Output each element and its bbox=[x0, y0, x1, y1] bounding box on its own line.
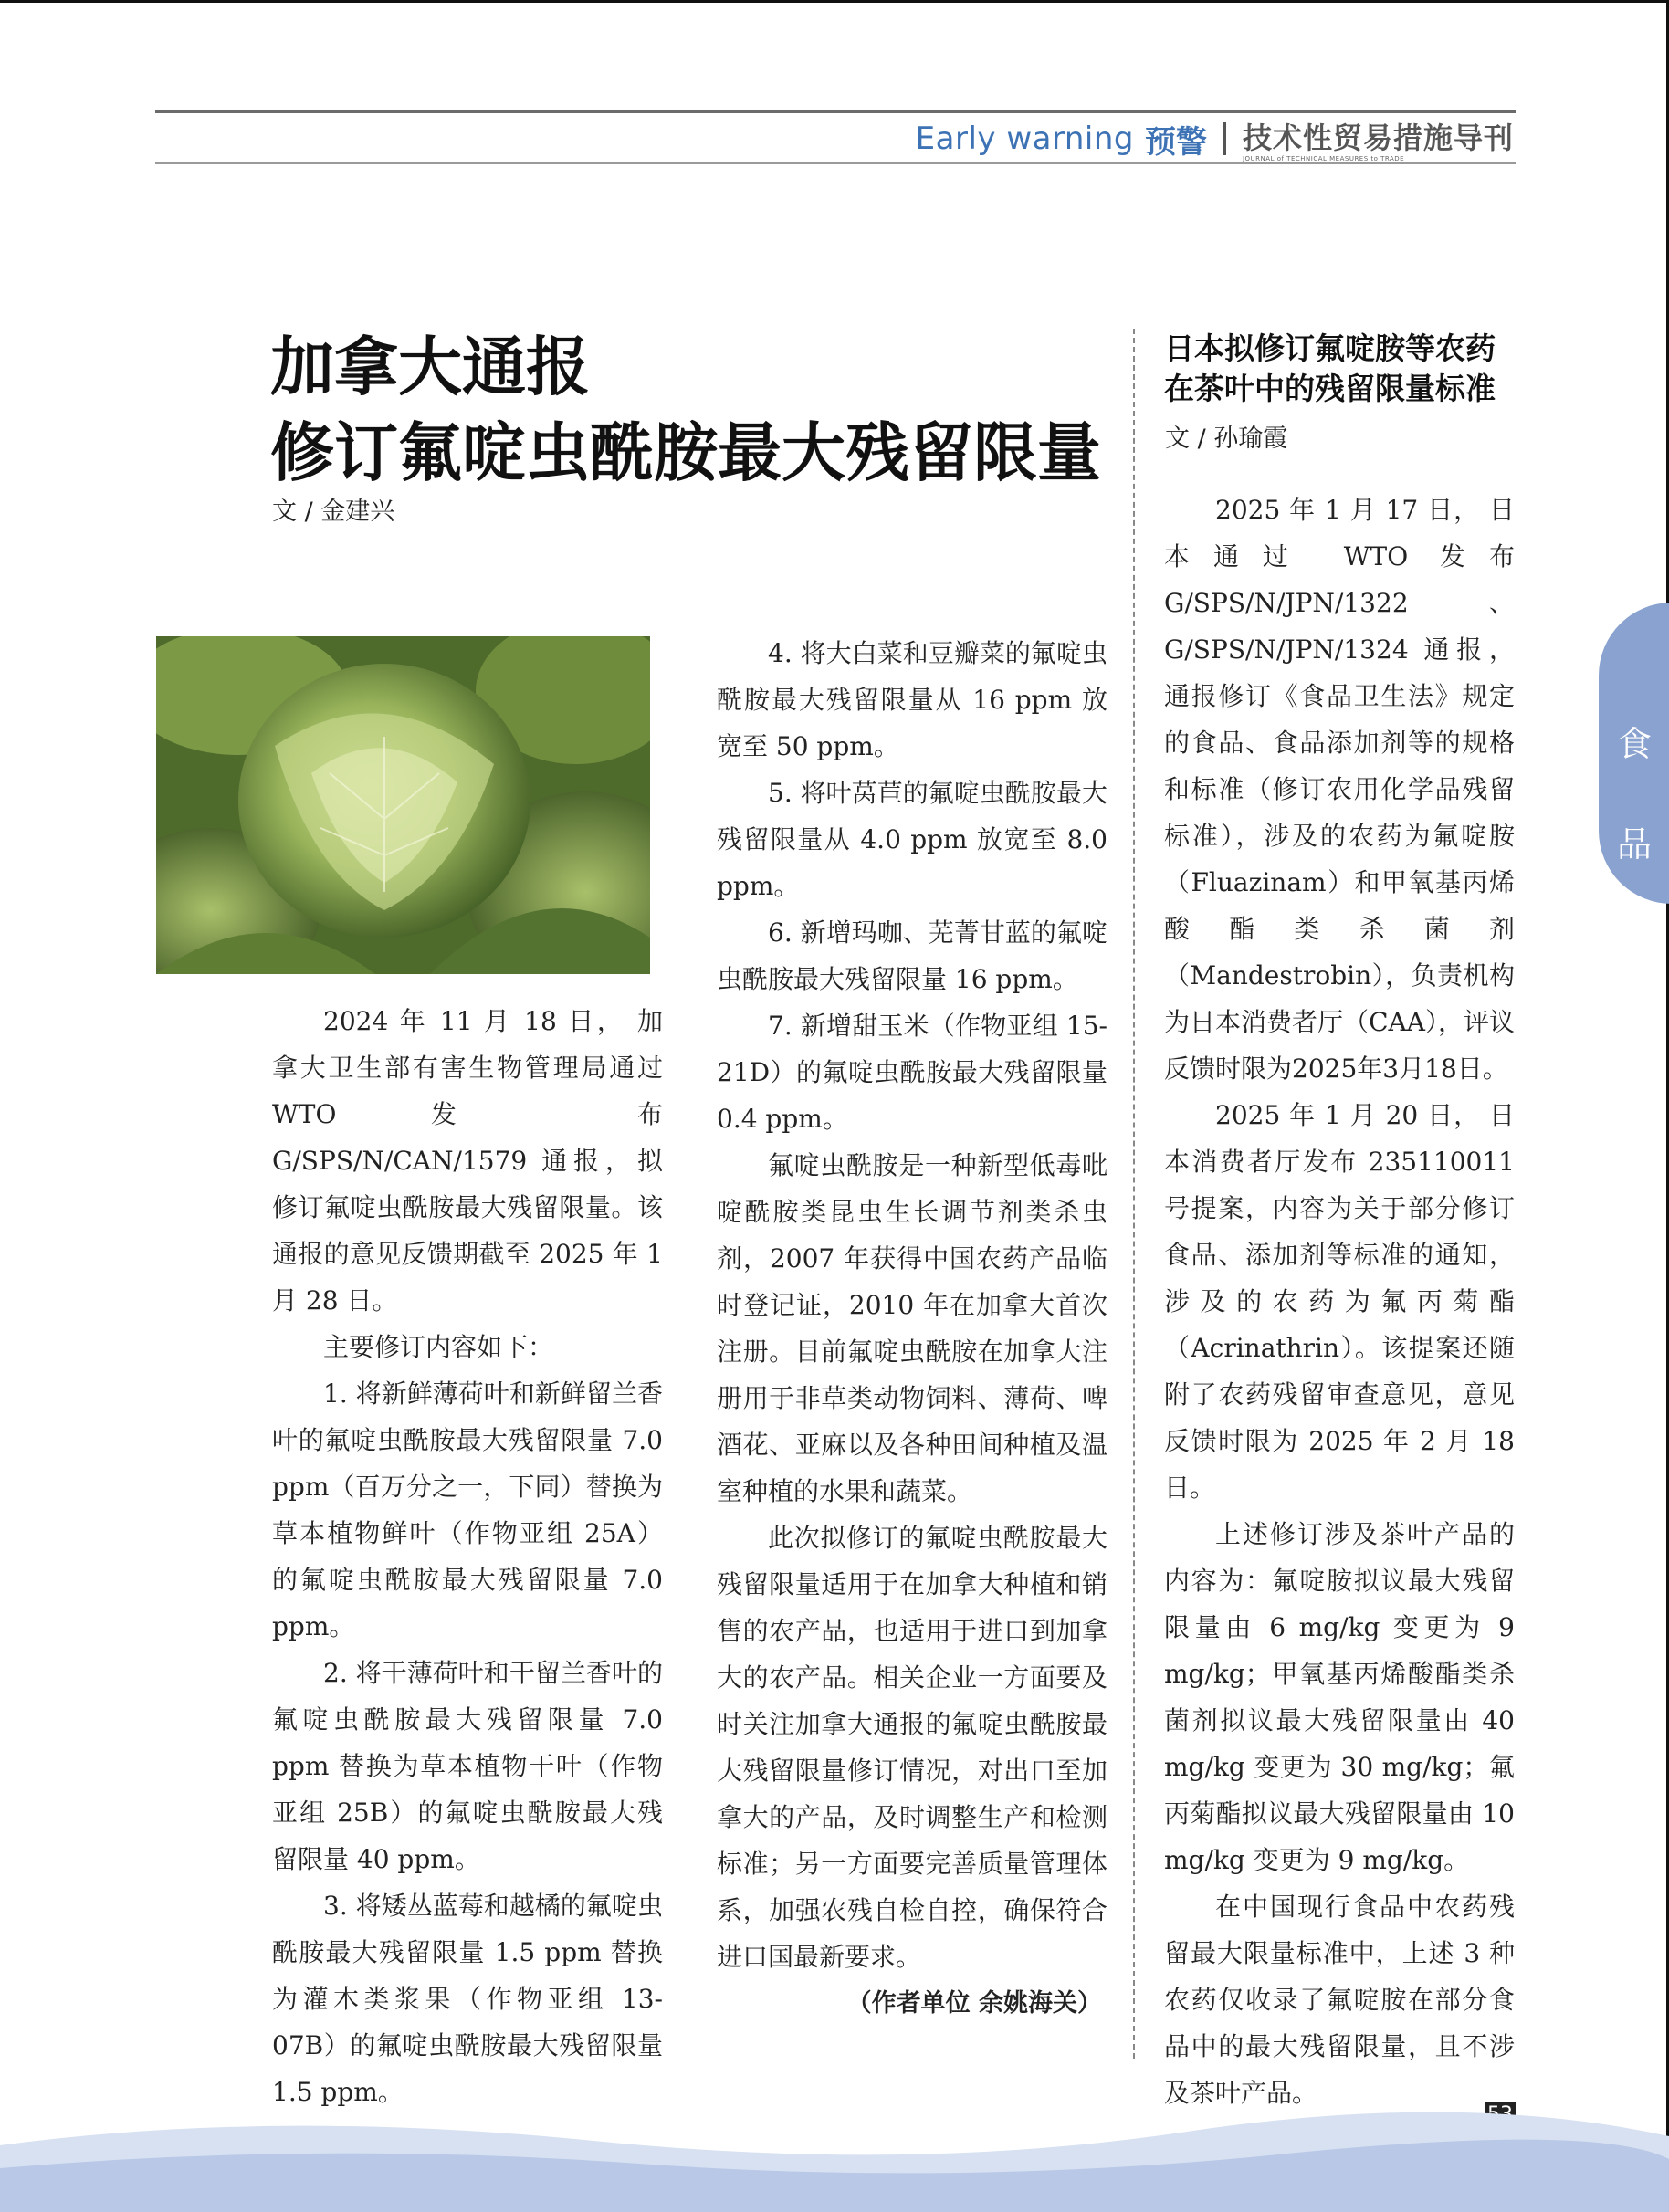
article-column-1 bbox=[272, 998, 663, 2115]
side-article-title-line2: 在茶叶中的残留限量标准 bbox=[1164, 371, 1496, 406]
column-divider bbox=[1133, 329, 1135, 2059]
journal-title: 技术性贸易措施导刊 bbox=[1242, 121, 1514, 155]
paragraph: 上述修订涉及茶叶产品的内容为：氟啶胺拟议最大残留限量由 6 mg/kg 变更为 9 mg/kg；甲氧基丙烯酸酯类杀菌剂拟议最大残留限量由 40 mg/kg 变更为 30 mg/kg；氟丙菊酯拟议最大残留限量由 10 mg/kg 变更为 9 mg/kg。 bbox=[1164, 1519, 1515, 1875]
paragraph: 2025 年 1 月 17 日， 日本通过 WTO 发布 G/SPS/N/JPN/1322、G/SPS/N/JPN/1324 通报，通报修订《食品卫生法》规定的食品、食品添加剂等的规格和标准（修订农用化学品残留标准），涉及的农药为氟啶胺（Fluazinam）和甲氧基丙烯酸酯类杀菌剂（Mandestrobin），负责机构为日本消费者厅（CAA），评议反馈时限为2025年3月18日。 bbox=[1164, 495, 1515, 1084]
paragraph: 2. 将干薄荷叶和干留兰香叶的氟啶虫酰胺最大残留限量 7.0 ppm 替换为草本植物干叶（作物亚组 25B）的氟啶虫酰胺最大残留限量 40 ppm。 bbox=[272, 1658, 663, 1874]
journal-subtitle: JOURNAL of TECHNICAL MEASURES to TRADE bbox=[1242, 155, 1405, 162]
paragraph: 4. 将大白菜和豆瓣菜的氟啶虫酰胺最大残留限量从 16 ppm 放宽至 50 ppm。 bbox=[717, 638, 1107, 761]
paragraph: 6. 新增玛咖、芜菁甘蓝的氟啶虫酰胺最大残留限量 16 ppm。 bbox=[717, 917, 1107, 994]
section-tab-char: 品 bbox=[1616, 824, 1652, 865]
side-article-title-line1: 日本拟修订氟啶胺等农药 bbox=[1164, 330, 1496, 366]
section-label-cn: 预警 bbox=[1144, 123, 1207, 161]
paragraph: 主要修订内容如下： bbox=[323, 1332, 554, 1362]
author-affiliation: （作者单位 余姚海关） bbox=[846, 1989, 1102, 2018]
header-separator bbox=[1223, 122, 1226, 155]
article-column-2 bbox=[717, 630, 1107, 2027]
side-article-byline: 文 / 孙瑜霞 bbox=[1165, 425, 1288, 453]
paragraph: 氟啶虫酰胺是一种新型低毒吡啶酰胺类昆虫生长调节剂类杀虫剂，2007 年获得中国农药产品临时登记证，2010 年在加拿大首次注册。目前氟啶虫酰胺在加拿大注册用于非草类动物饲料、薄荷、啤酒花、亚麻以及各种田间种植及温室种植的水果和蔬菜。 bbox=[717, 1150, 1107, 1506]
article-title-line2: 修订氟啶虫酰胺最大残留限量 bbox=[270, 415, 1101, 490]
side-article-column bbox=[1164, 487, 1515, 2163]
article-byline: 文 / 金建兴 bbox=[272, 498, 395, 526]
paragraph: 2025 年 1 月 20 日， 日本消费者厅发布 235110011 号提案，内容为关于部分修订食品、添加剂等标准的通知，涉及的农药为氟丙菊酯（Acrinathrin）。该提案还随附了农药残留审查意见，意见反馈时限为 2025 年 2 月 18 日。 bbox=[1164, 1100, 1515, 1503]
paragraph: 此次拟修订的氟啶虫酰胺最大残留限量适用于在加拿大种植和销售的农产品，也适用于进口到加拿大的农产品。相关企业一方面要及时关注加拿大通报的氟啶虫酰胺最大残留限量修订情况，对出口至加拿大的产品，及时调整生产和检测标准；另一方面要完善质量管理体系，加强农残自检自控，确保符合进口国最新要求。 bbox=[717, 1523, 1107, 1972]
header-rule-top bbox=[155, 110, 1516, 113]
footer-wave bbox=[0, 2091, 1669, 2212]
paragraph: 1. 将新鲜薄荷叶和新鲜留兰香叶的氟啶虫酰胺最大残留限量 7.0 ppm（百万分之一，下同）替换为草本植物鲜叶（作物亚组 25A）的氟啶虫酰胺最大残留限量 7.0 ppm。 bbox=[272, 1379, 663, 1641]
section-tab-char: 食 bbox=[1616, 724, 1652, 764]
journal-logo bbox=[1243, 115, 1514, 162]
paragraph: 7. 新增甜玉米（作物亚组 15-21D）的氟啶虫酰胺最大残留限量 0.4 ppm。 bbox=[717, 1011, 1107, 1134]
paragraph: 3. 将矮丛蓝莓和越橘的氟啶虫酰胺最大残留限量 1.5 ppm 替换为灌木类浆果（作物亚组 13-07B）的氟啶虫酰胺最大残留限量 1.5 ppm。 bbox=[272, 1891, 663, 2107]
paragraph: 2024 年 11 月 18 日， 加 拿大卫生部有害生物管理局通过 WTO 发 布 G/SPS/N/CAN/1579 通报，拟修订氟啶虫酰胺最大残留限量。该通报的意见反馈期截至 2025 年 1 月 28 日。 bbox=[272, 1006, 663, 1316]
cabbage-photo bbox=[156, 636, 650, 974]
paragraph: 在中国现行食品中农药残留最大限量标准中，上述 3 种农药仅收录了氟啶胺在部分食品中的最大残留限量，且不涉及茶叶产品。 bbox=[1164, 1892, 1515, 2108]
header-rule-bottom bbox=[155, 162, 1516, 164]
page-frame-top bbox=[0, 0, 1669, 3]
paragraph: 5. 将叶莴苣的氟啶虫酰胺最大残留限量从 4.0 ppm 放宽至 8.0 ppm。 bbox=[717, 778, 1107, 901]
running-header bbox=[915, 119, 1514, 162]
section-tab-label bbox=[1607, 694, 1662, 895]
article-title bbox=[270, 324, 1110, 496]
section-label-en: Early warning bbox=[915, 121, 1134, 157]
side-article-title bbox=[1164, 329, 1529, 409]
article-title-line1: 加拿大通报 bbox=[270, 330, 590, 404]
